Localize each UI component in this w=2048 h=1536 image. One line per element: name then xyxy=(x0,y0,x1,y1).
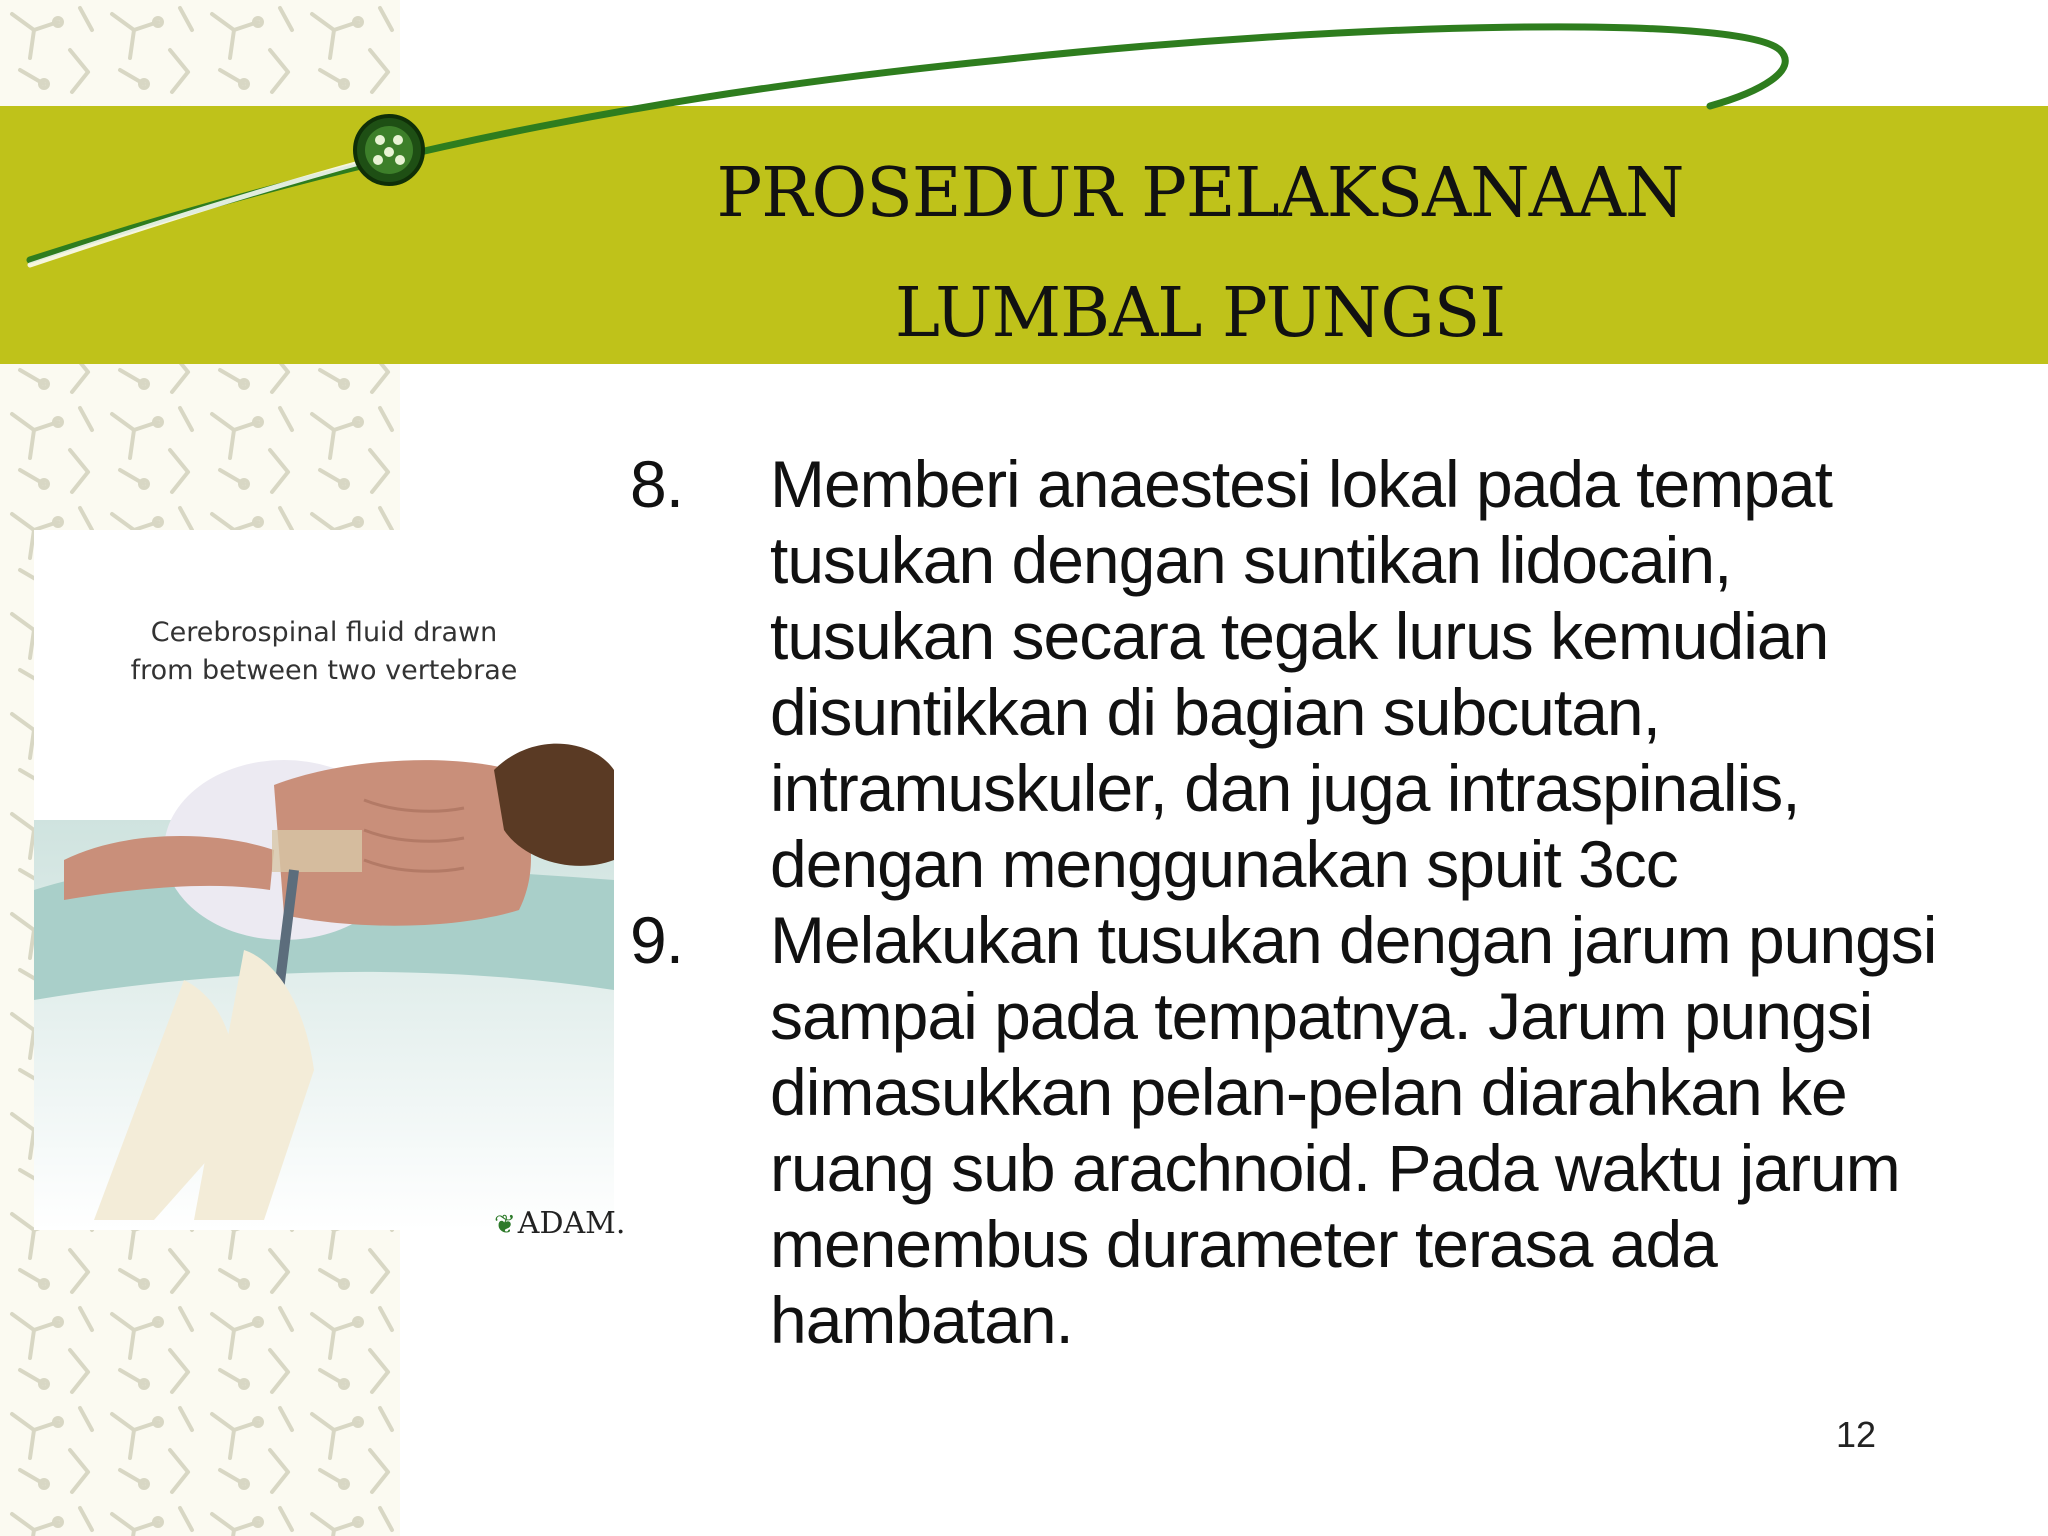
page-number: 12 xyxy=(1836,1414,1877,1455)
title-line-1: PROSEDUR PELAKSANAAN xyxy=(716,154,1684,233)
step-text: Melakukan tusukan dengan jarum pungsi sampai pada tempatnya. Jarum pungsi dimasukkan pelan-pelan diarahkan ke ruang sub arachnoid. Pada waktu jarum menembus durameter terasa ada hambatan. xyxy=(770,903,1937,1357)
caption-line-1: Cerebrospinal fluid drawn xyxy=(150,617,498,648)
leaf-icon: ❦ xyxy=(494,1210,516,1240)
step-item xyxy=(630,446,1970,902)
slide-title xyxy=(500,134,1900,374)
orb-icon xyxy=(355,116,423,184)
logo-text: ADAM. xyxy=(517,1206,626,1241)
step-number: 9. xyxy=(630,903,684,977)
caption-line-2: from between two vertebrae xyxy=(130,655,518,686)
illustration-caption xyxy=(34,614,614,690)
step-number: 8. xyxy=(630,447,684,521)
procedure-steps xyxy=(630,446,1970,1358)
title-line-2: LUMBAL PUNGSI xyxy=(894,274,1506,353)
adam-logo xyxy=(494,1206,625,1241)
step-text: Memberi anaestesi lokal pada tempat tusukan dengan suntikan lidocain, tusukan secara tegak lurus kemudian disuntikkan di bagian subcutan, intramuskuler, dan juga intraspinalis, dengan menggunakan spuit 3cc xyxy=(770,447,1832,901)
step-item xyxy=(630,902,1970,1358)
lumbar-puncture-illustration xyxy=(34,530,626,1241)
